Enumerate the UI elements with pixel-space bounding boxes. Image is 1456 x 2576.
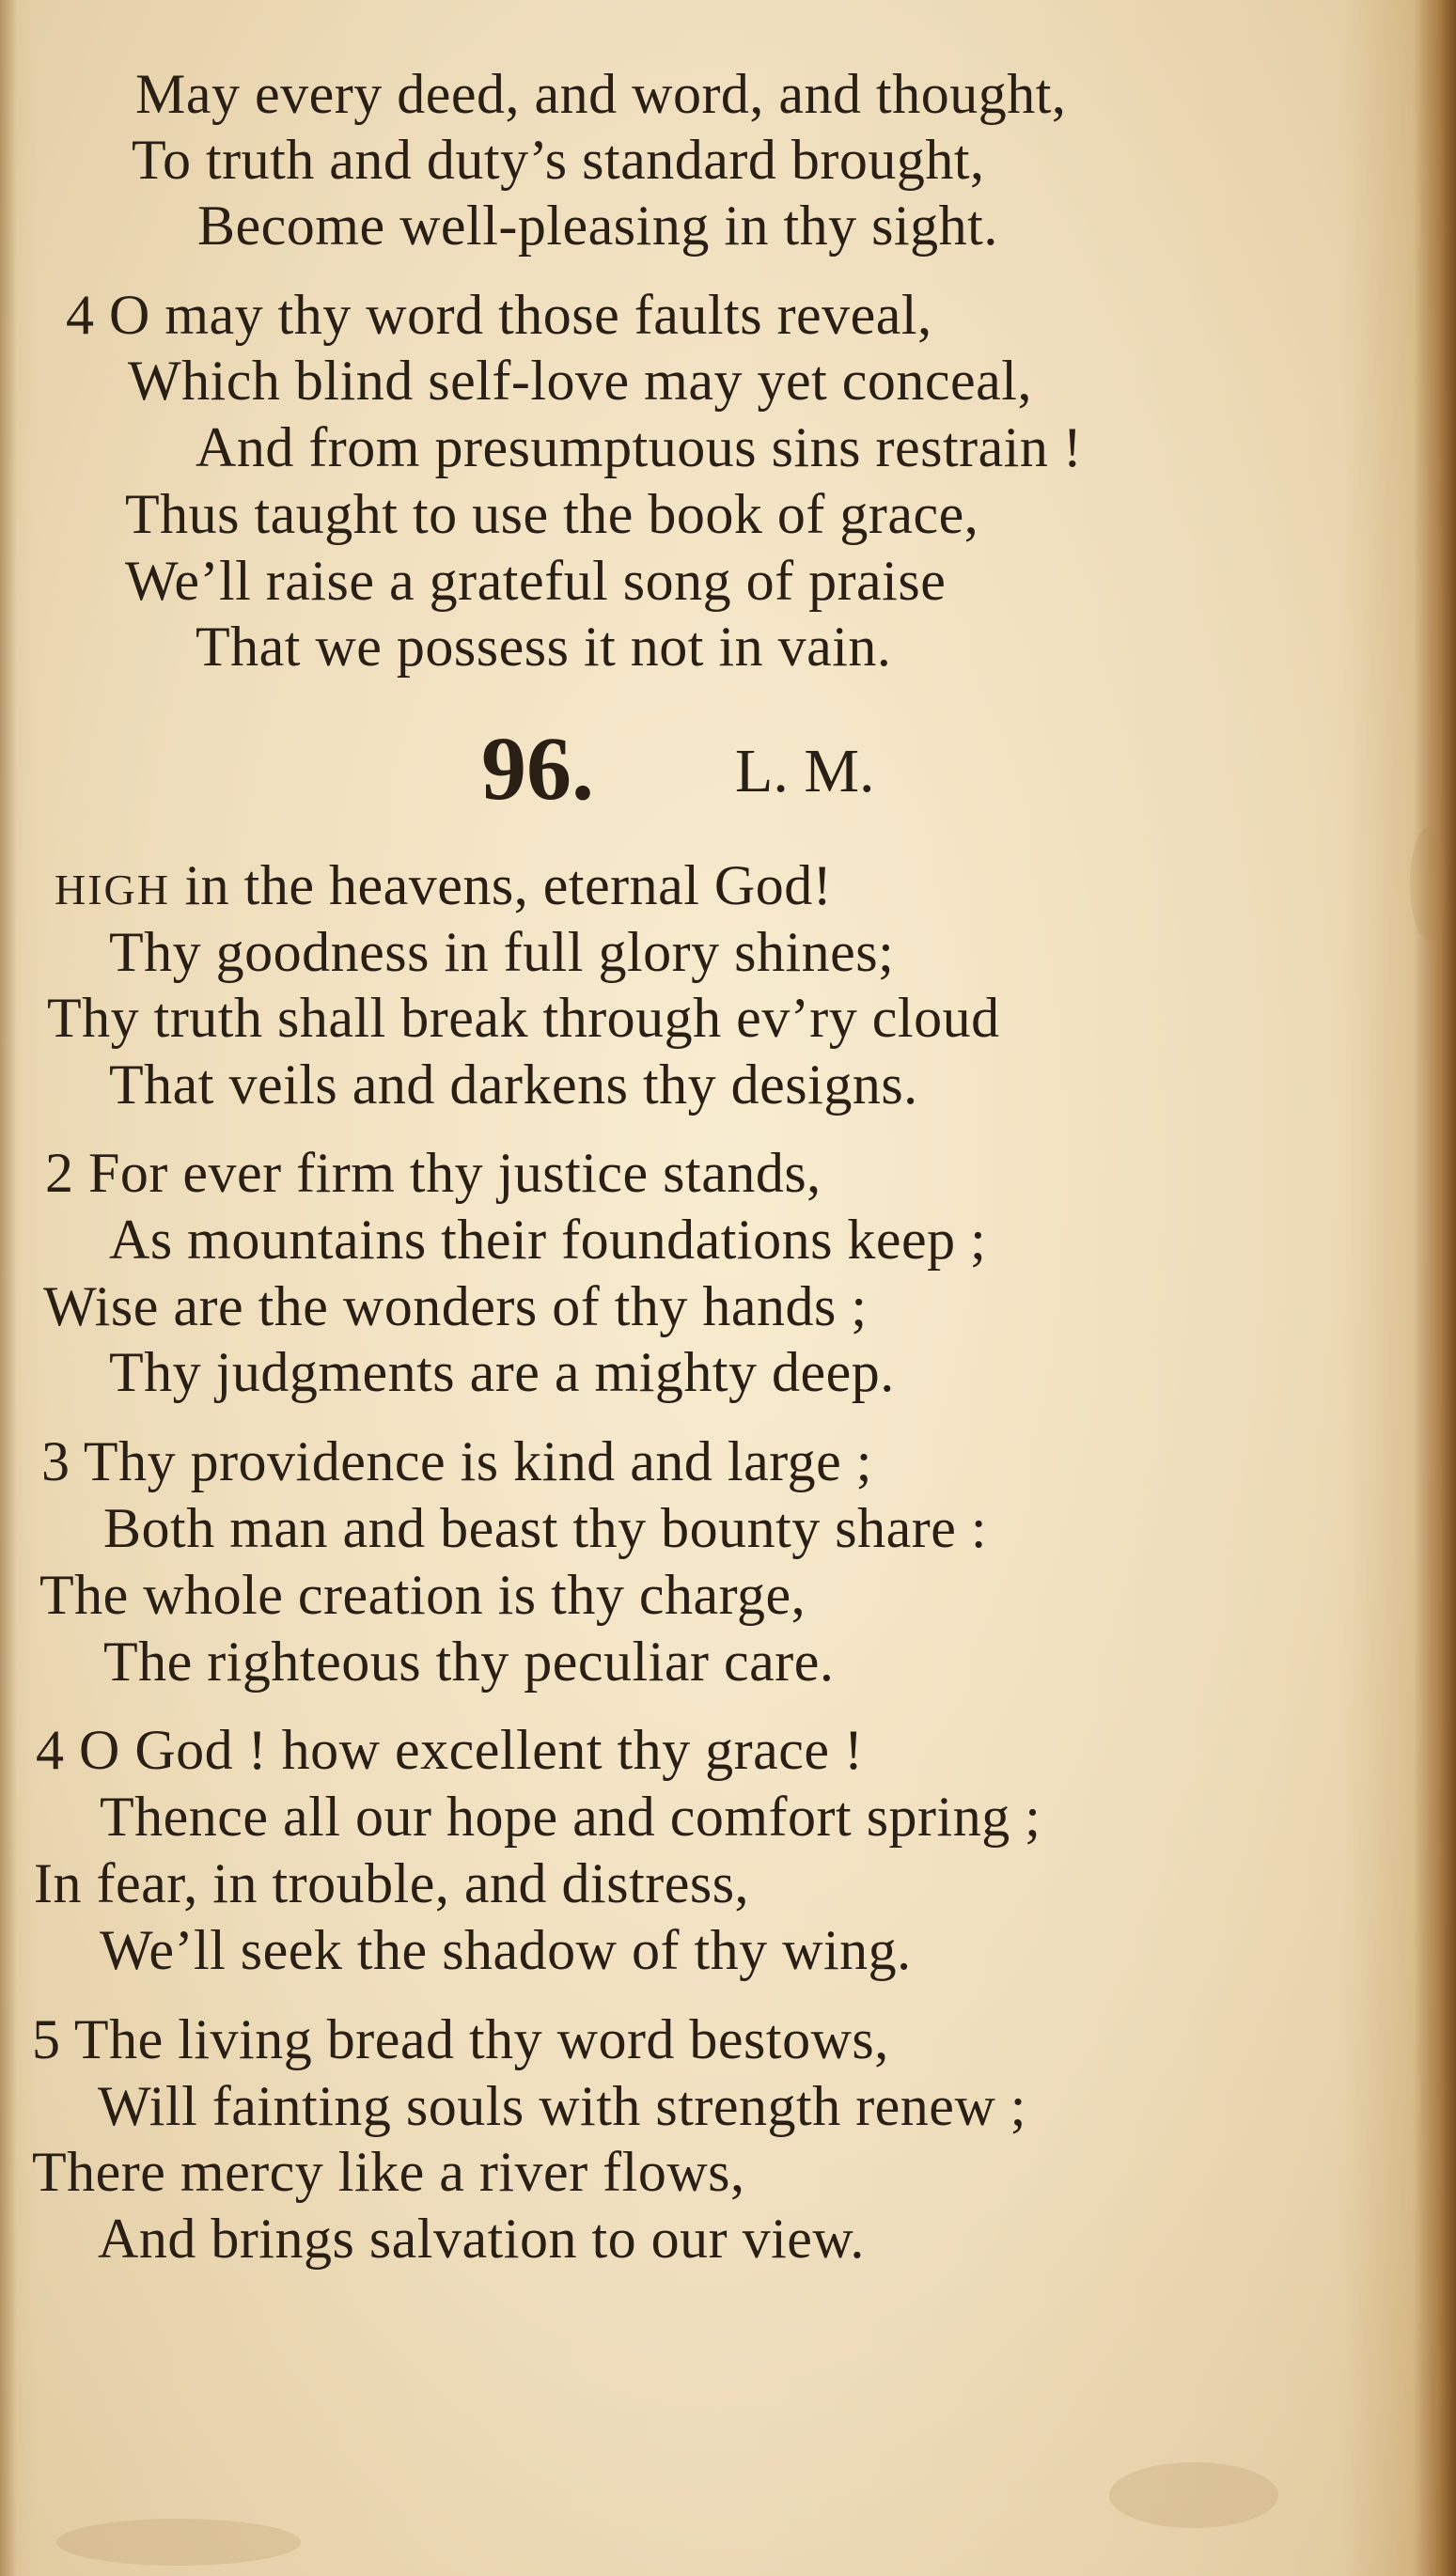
verse-line: Wise are the wonders of thy hands ; <box>43 1275 868 1337</box>
verse-line: Thy truth shall break through ev’ry cloud <box>47 987 1000 1049</box>
verse-line: We’ll raise a grateful song of praise <box>125 550 947 612</box>
paper-stain <box>1109 2462 1278 2528</box>
verse-line: 5 The living bread thy word bestows, <box>32 2008 889 2070</box>
verse-line: To truth and duty’s standard brought, <box>132 129 985 191</box>
verse-line: That we possess it not in vain. <box>196 616 892 678</box>
verse-line: We’ll seek the shadow of thy wing. <box>100 1919 912 1981</box>
verse-line: 2 For ever firm thy justice stands, <box>45 1142 822 1204</box>
verse-line: Become well-pleasing in thy sight. <box>197 195 998 257</box>
verse-line: Will fainting souls with strength renew ; <box>98 2075 1026 2137</box>
verse-line: 3 Thy providence is kind and large ; <box>41 1430 872 1492</box>
verse-line-rest: in the heavens, eternal God! <box>169 854 833 916</box>
page-spine-shadow <box>1414 0 1456 2576</box>
paper-stain <box>1410 827 1448 940</box>
verse-line <box>55 854 833 916</box>
verse-line: Thence all our hope and comfort spring ; <box>100 1786 1041 1848</box>
verse-line: 4 O may thy word those faults reveal, <box>66 284 932 346</box>
verse-line: In fear, in trouble, and distress, <box>34 1852 750 1914</box>
page-left-edge <box>0 0 17 2576</box>
verse-line: That veils and darkens thy designs. <box>109 1054 918 1116</box>
verse-line: There mercy like a river flows, <box>32 2141 745 2203</box>
verse-line: As mountains their foundations keep ; <box>109 1209 987 1271</box>
hymn-meter: L. M. <box>735 737 875 805</box>
verse-line: And brings salvation to our view. <box>98 2208 865 2270</box>
verse-line: And from presumptuous sins restrain ! <box>196 416 1083 478</box>
paper-stain <box>56 2519 301 2566</box>
verse-line: The righteous thy peculiar care. <box>103 1631 835 1693</box>
hymn-heading <box>0 718 1456 819</box>
verse-line: The whole creation is thy charge, <box>39 1564 806 1626</box>
verse-line: Which blind self-love may yet conceal, <box>128 350 1032 412</box>
verse-line: 4 O God ! how excellent thy grace ! <box>36 1719 864 1781</box>
hymn-number: 96. <box>481 718 594 819</box>
verse-line: Thy goodness in full glory shines; <box>109 921 895 983</box>
verse-line: May every deed, and word, and thought, <box>135 63 1067 125</box>
verse-line: Both man and beast thy bounty share : <box>103 1497 988 1559</box>
verse-line: Thus taught to use the book of grace, <box>125 483 979 545</box>
verse-first-word: HIGH <box>55 866 170 913</box>
verse-line: Thy judgments are a mighty deep. <box>109 1341 895 1403</box>
